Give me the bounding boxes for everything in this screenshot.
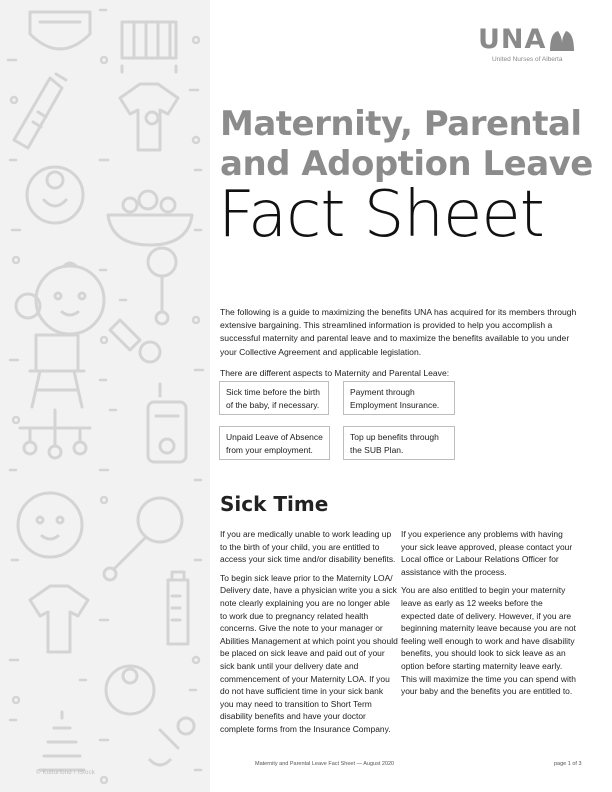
baby-face-icon: [36, 263, 104, 334]
bottle-icon: [168, 572, 188, 644]
title-fact-sheet: Fact Sheet: [218, 178, 544, 252]
logo-subtitle: United Nurses of Alberta: [492, 56, 563, 63]
intro-text: [220, 306, 580, 388]
col1-paragraph-1: If you are medically unable to work leading up to the birth of your child, you are entitled to access your sick time and/or disability benefits.: [220, 529, 396, 565]
bathtub-icon: [108, 191, 192, 245]
pacifier-icon: [150, 718, 194, 765]
footer-title: Maternity and Parental Leave Fact Sheet — August 2020: [255, 761, 395, 767]
aspect-box-sick-time: Sick time before the birth of the baby, if necessary.: [219, 381, 329, 415]
crib-icon: [122, 22, 176, 72]
intro-paragraph-1: The following is a guide to maximizing the benefits UNA has acquired for its members through extensive bargaining. This streamlined information is provided to help you accomplish a successful maternity and parental leave and to maximize the benefits available to you under your Collective Agreement and applicable legislation.: [220, 307, 577, 357]
section-heading: Sick Time: [220, 492, 329, 516]
una-logo: [478, 26, 588, 63]
image-credit: © Kulturfond / iStock: [36, 770, 95, 776]
page-title: [220, 104, 593, 184]
column-right: [401, 528, 579, 704]
stacking-rings-icon: [40, 712, 84, 770]
onesie-icon: [30, 586, 88, 652]
aspect-box-employment-insurance: Payment through Employment Insurance.: [343, 381, 455, 415]
logo-wordmark: [478, 26, 588, 53]
rattle-icon: [148, 248, 176, 324]
col2-paragraph-2: You are also entitled to begin your maternity leave as early as 12 weeks before the expected date of delivery. However, if you are beginning maternity leave because you are not feeling well enough to work and have disability benefits, you should look to sick leave as an option before starting maternity leave early. This will maximize the time you can spend with your baby and the benefits you are entitled to.: [401, 585, 576, 697]
decorative-sidebar: [0, 0, 210, 792]
title-line-2: and Adoption Leave: [220, 144, 593, 184]
bottle-icon: [14, 74, 66, 148]
page-number: page 1 of 3: [554, 761, 582, 767]
col2-paragraph-1: If you experience any problems with having your sick leave approved, please contact your Local office or Labour Relations Officer for assistance with the process.: [401, 529, 573, 577]
diaper-icon: [30, 12, 90, 49]
aspect-box-unpaid-leave: Unpaid Leave of Absence from your employment.: [219, 426, 330, 460]
col1-paragraph-2: To begin sick leave prior to the Maternity LOA/ Delivery date, have a physician write you a sick note clearly explaining you are no longer able to work due to pregnancy related health concerns. Give the note to your manager or Abilities Management at which point you should be placed on sick leave and paid out of your sick bank until your delivery date and commencement of your Maternity LOA. If you do not have sufficient time in your sick bank you may need to transition to Short Term disability benefits and have your doctor complete forms from the Insurance Company.: [220, 572, 398, 734]
baby-pattern-icon: [0, 0, 210, 792]
baby-monitor-icon: [148, 384, 186, 462]
rattle-icon: [104, 498, 182, 580]
logo-text: UNA: [478, 24, 547, 55]
title-line-1: Maternity, Parental: [220, 104, 582, 144]
bib-icon: [106, 666, 154, 714]
onesie-icon: [120, 84, 178, 150]
intro-paragraph-2: There are different aspects to Maternity and Parental Leave:: [220, 367, 450, 378]
column-left: [220, 528, 398, 742]
highchair-icon: [30, 335, 84, 407]
bib-icon: [27, 167, 83, 223]
logo-wing-icon: [548, 29, 576, 51]
aspect-box-sub-plan: Top up benefits through the SUB Plan.: [343, 426, 455, 460]
mobile-icon: [20, 410, 90, 458]
baby-face-icon: [18, 493, 82, 557]
